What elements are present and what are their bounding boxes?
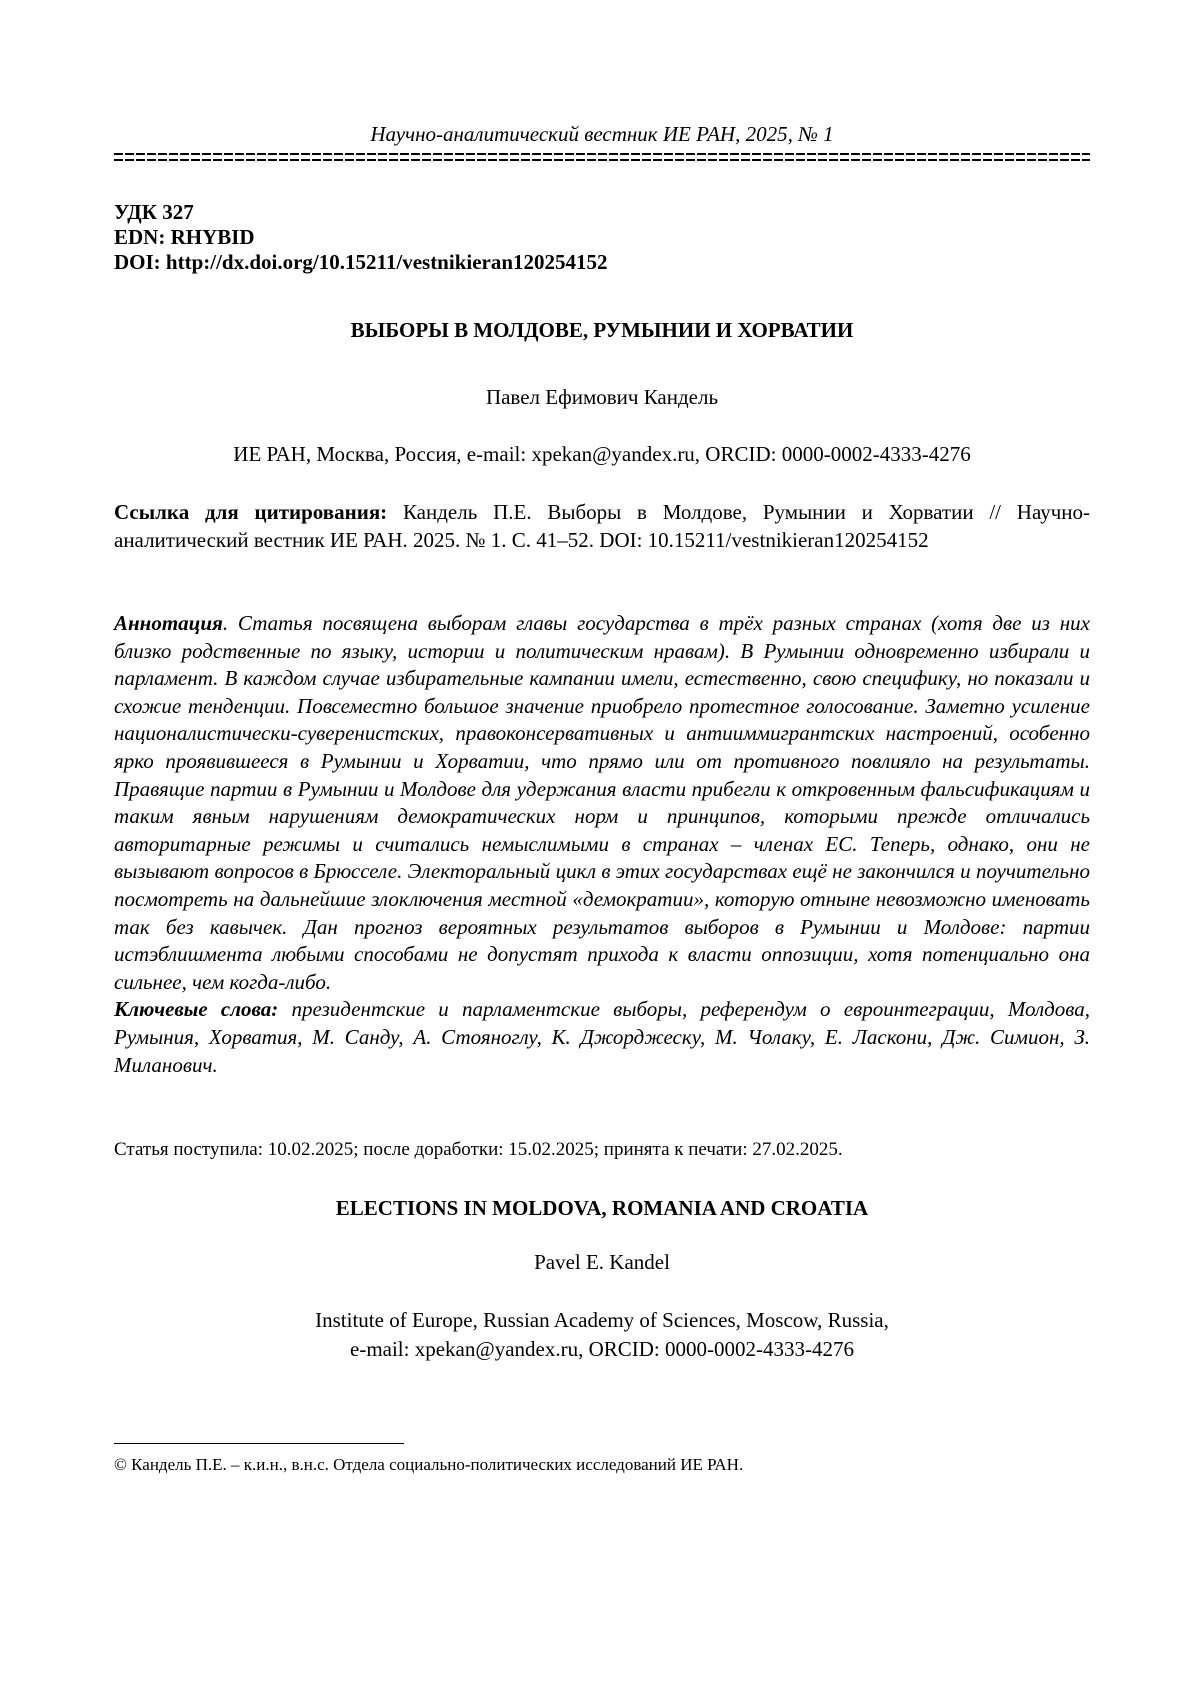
abstract-label: Аннотация <box>114 611 223 635</box>
article-metadata <box>114 200 608 275</box>
author-name-ru: Павел Ефимович Кандель <box>485 385 719 409</box>
affiliation-en-line1: Institute of Europe, Russian Academy of Sciences, Moscow, Russia, <box>315 1308 889 1332</box>
article-title-en: ELECTIONS IN MOLDOVA, ROMANIA AND CROATIA <box>335 1196 869 1220</box>
edn-code: EDN: RHYBID <box>114 225 255 249</box>
doi-link[interactable]: DOI: http://dx.doi.org/10.15211/vestnikieran120254152 <box>114 250 608 274</box>
running-head: Научно-аналитический вестник ИЕ РАН, 2025, № 1 <box>370 122 834 146</box>
affiliation-ru: ИЕ РАН, Москва, Россия, e-mail: xpekan@yandex.ru, ORCID: 0000-0002-4333-4276 <box>233 442 971 466</box>
citation-block <box>114 498 1090 554</box>
header-double-rule <box>114 150 1090 164</box>
keywords-label: Ключевые слова: <box>114 997 279 1022</box>
citation-text: Кандель П.Е. Выборы в Молдове, Румынии и Хорватии // Научно-аналитический вестник ИЕ РАН. 2025. № 1. С. 41–52. DOI: 10.15211/vestnikieran120254152 <box>114 500 1091 552</box>
article-title-ru: ВЫБОРЫ В МОЛДОВЕ, РУМЫНИИ И ХОРВАТИИ <box>350 318 854 342</box>
author-name-en: Pavel E. Kandel <box>534 1250 670 1274</box>
keywords-text: президентские и парламентские выборы, референдум о евроинтеграции, Молдова, Румыния, Хорватия, М. Санду, А. Стояноглу, К. Джорджеску, М. Чолаку, Е. Ласкони, Дж. Симион, З. Миланович. <box>114 997 1090 1077</box>
affiliation-en <box>114 1306 1090 1364</box>
abstract-block <box>114 610 1090 1079</box>
abstract-text: . Статья посвящена выборам главы государства в трёх разных странах (хотя две из них близко родственные по языку, истории и политическим нравам). В Румынии одновременно избирали и парламент. В каждом случае избирательные кампании имели, естественно, свою специфику, но показали и схожие тенденции. Повсеместно большое значение приобрело протестное голосование. Заметно усиление националистически-суверенистских, правоконсервативных и антииммигрантских настроений, особенно ярко проявившееся в Румынии и Хорватии, что прямо или от противного повлияло на результаты. Правящие партии в Румынии и Молдове для удержания власти прибегли к откровенным фальсификациям и таким явным нарушениям демократических норм и принципов, которыми прежде отличались авторитарные режимы и считались немыслимыми в странах – членах ЕС. Теперь, однако, они не вызывают вопросов в Брюсселе. Электоральный цикл в этих государствах ещё не закончился и поучительно посмотреть на дальнейшие злоключения местной «демократии», которую отныне невозможно именовать так без кавычек. Дан прогноз вероятных результатов выборов в Румынии и Молдове: партии истэблишмента любыми способами не допустят прихода к власти оппозиции, хотя потенциально она сильнее, чем когда-либо. <box>114 611 1090 994</box>
footnote: © Кандель П.Е. – к.и.н., в.н.с. Отдела социально-политических исследований ИЕ РАН. <box>114 1455 744 1474</box>
citation-label: Ссылка для цитирования: <box>114 500 388 524</box>
affiliation-en-line2: e-mail: xpekan@yandex.ru, ORCID: 0000-0002-4333-4276 <box>350 1337 854 1361</box>
received-dates: Статья поступила: 10.02.2025; после доработки: 15.02.2025; принята к печати: 27.02.2025. <box>114 1139 843 1160</box>
footnote-separator <box>114 1443 404 1444</box>
udk-code: УДК 327 <box>114 200 194 224</box>
